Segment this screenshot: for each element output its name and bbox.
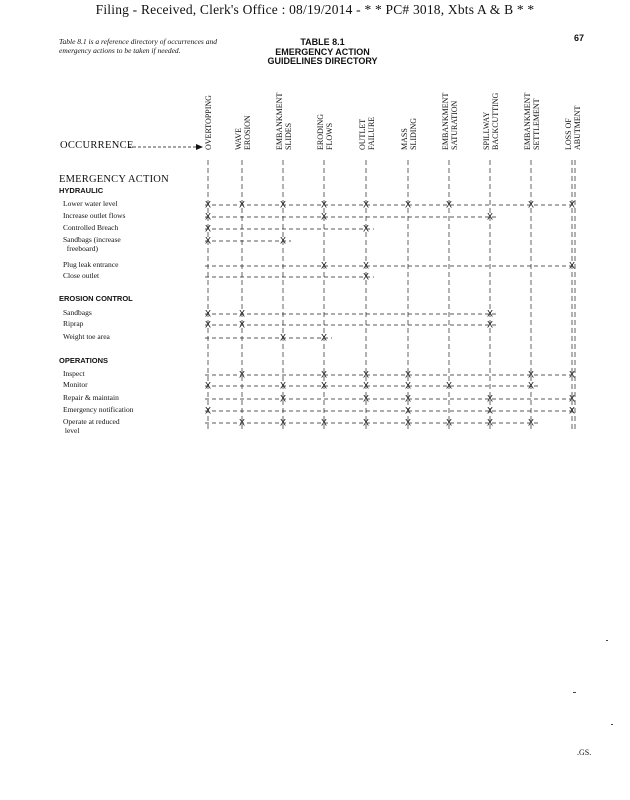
column-header-line: OVERTOPPING — [203, 95, 213, 150]
x-mark: X — [404, 369, 412, 380]
x-mark: X — [362, 199, 370, 210]
x-mark: X — [204, 380, 212, 391]
x-mark: X — [568, 369, 576, 380]
x-mark: X — [362, 271, 370, 282]
x-mark: X — [486, 308, 494, 319]
column-header-line: FAILURE — [366, 116, 375, 150]
x-mark: X — [362, 393, 370, 404]
column-header-line: EMBANKMENT — [522, 92, 532, 150]
x-mark: X — [320, 260, 328, 271]
column-header-line: SPILLWAY — [481, 111, 491, 150]
x-mark: X — [404, 417, 412, 428]
x-mark: X — [568, 199, 576, 210]
row-label: Increase outlet flows — [63, 211, 126, 220]
x-mark: X — [238, 417, 246, 428]
column-header-line: LOSS OF — [563, 118, 573, 150]
x-mark: X — [362, 380, 370, 391]
x-mark: X — [404, 199, 412, 210]
x-mark: X — [320, 417, 328, 428]
x-mark: X — [320, 211, 328, 222]
table-title-line: TABLE 8.1 — [300, 37, 345, 47]
column-header-line: SATURATION — [449, 100, 458, 150]
x-mark: X — [279, 235, 287, 246]
column-header-line: EMBANKMENT — [274, 92, 284, 150]
x-mark: X — [320, 369, 328, 380]
x-mark: X — [204, 405, 212, 416]
row-label: Riprap — [63, 319, 84, 328]
row-label: Inspect — [63, 369, 85, 378]
emergency-action-label: EMERGENCY ACTION — [59, 174, 169, 185]
column-header-line: WAVE — [233, 127, 243, 150]
x-mark: X — [279, 393, 287, 404]
row-label: Sandbags — [63, 308, 92, 317]
x-mark: X — [279, 199, 287, 210]
column-header-line: SLIDES — [283, 122, 292, 150]
column-header-line: MASS — [399, 128, 409, 150]
x-mark: X — [320, 380, 328, 391]
x-mark: X — [404, 380, 412, 391]
column-header-line: SETTLEMENT — [531, 98, 540, 150]
x-mark: X — [362, 260, 370, 271]
x-mark: X — [279, 380, 287, 391]
row-label: Close outlet — [63, 271, 100, 280]
x-mark: X — [320, 199, 328, 210]
row-label: Weight toe area — [63, 332, 110, 341]
x-mark: X — [445, 417, 453, 428]
row-label: Repair & maintain — [63, 393, 119, 402]
x-mark: X — [204, 308, 212, 319]
column-header-line: BACKCUTTING — [490, 92, 499, 150]
x-mark: X — [527, 369, 535, 380]
x-mark: X — [527, 199, 535, 210]
row-label: Plug leak entrance — [63, 260, 119, 269]
row-label: Controlled Breach — [63, 223, 119, 232]
x-mark: X — [445, 380, 453, 391]
x-mark: X — [527, 380, 535, 391]
x-mark: X — [486, 319, 494, 330]
speck — [611, 724, 613, 725]
row-label: Lower water level — [63, 199, 118, 208]
x-mark: X — [238, 308, 246, 319]
filing-header: Filing - Received, Clerk's Office : 08/19/2014 - * * PC# 3018, Xbts A & B * * — [95, 2, 535, 17]
x-mark: X — [204, 223, 212, 234]
row-label: Monitor — [63, 380, 88, 389]
x-mark: X — [486, 417, 494, 428]
x-mark: X — [527, 417, 535, 428]
section-title: OPERATIONS — [59, 356, 109, 365]
occurrence-label: OCCURRENCE — [60, 140, 134, 151]
x-mark: X — [204, 319, 212, 330]
row-label: Emergency notification — [63, 405, 134, 414]
margin-text: .GS. — [577, 748, 592, 757]
column-header-line: ERODING — [315, 114, 325, 150]
x-mark: X — [204, 199, 212, 210]
column-header-line: OUTLET — [357, 118, 367, 150]
x-mark: X — [279, 417, 287, 428]
x-mark: X — [486, 393, 494, 404]
section-title: HYDRAULIC — [59, 186, 104, 195]
x-mark: X — [445, 199, 453, 210]
row-label: Sandbags (increase freeboard) — [63, 235, 121, 253]
x-mark: X — [204, 235, 212, 246]
x-mark: X — [320, 332, 328, 343]
section-title: EROSION CONTROL — [59, 294, 133, 303]
x-mark: X — [404, 393, 412, 404]
column-header-line: FLOWS — [324, 122, 333, 150]
x-mark: X — [568, 393, 576, 404]
x-mark: X — [486, 211, 494, 222]
column-header-line: EMBANKMENT — [440, 92, 450, 150]
table-title-line: GUIDELINES DIRECTORY — [267, 56, 378, 66]
x-mark: X — [204, 211, 212, 222]
x-mark: X — [238, 319, 246, 330]
x-mark: X — [362, 223, 370, 234]
speck — [606, 640, 608, 641]
row-label: Operate at reduced level — [63, 417, 120, 435]
table-note: Table 8.1 is a reference directory of occurrences and emergency actions to be taken if needed. — [59, 37, 217, 55]
x-mark: X — [568, 405, 576, 416]
column-header-line: ABUTMENT — [572, 105, 581, 150]
x-mark: X — [568, 260, 576, 271]
column-header-line: SLIDING — [408, 118, 417, 150]
x-mark: X — [362, 417, 370, 428]
table-title-line: EMERGENCY ACTION — [275, 46, 370, 57]
x-mark: X — [238, 369, 246, 380]
x-mark: X — [362, 369, 370, 380]
x-mark: X — [486, 405, 494, 416]
speck — [573, 692, 576, 693]
page-number: 67 — [574, 33, 585, 43]
column-header-line: EROSION — [242, 115, 251, 150]
x-mark: X — [238, 199, 246, 210]
x-mark: X — [404, 405, 412, 416]
x-mark: X — [279, 332, 287, 343]
